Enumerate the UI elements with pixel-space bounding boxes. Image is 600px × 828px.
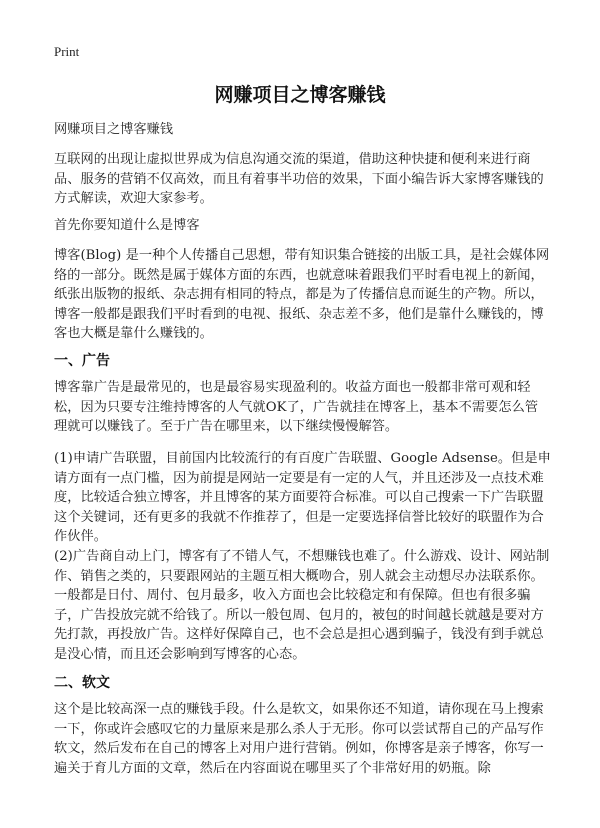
what-is-blog-paragraph: 博客(Blog) 是一种个人传播自己思想，带有知识集合链接的出版工具，是社会媒体网络的一部分。既然是属于媒体方面的东西，也就意味着跟我们平时看电视上的新闻，纸张出版物的报纸、杂志拥有相同的特点，都是为了传播信息而诞生的产物。所以，博客一般都是跟我们平时看到的电视、报纸、杂志差不多，他们是靠什么赚钱的，博客也大概是靠什么赚钱的。 bbox=[54, 248, 550, 341]
page-title: 网赚项目之博客赚钱 bbox=[214, 84, 386, 106]
intro-paragraph: 互联网的出现让虚拟世界成为信息沟通交流的渠道，借助这种快捷和便利来进行商品、服务的营销不仅高效，而且有着事半功倍的效果，下面小编告诉大家博客赚钱的方式解读，欢迎大家参考。 bbox=[54, 152, 544, 206]
ads-direct-paragraph: (2)广告商自动上门，博客有了不错人气，不想赚钱也难了。什么游戏、设计、网站制作、销售之类的，只要跟网站的主题互相大概吻合，别人就会主动想尽办法联系你。一般都是日付、周付、包月最多，收入方面也会比较稳定和有保障。但也有很多骗子，广告投放完就不给钱了。所以一般包周、包月的，被包的时间越长就越是要对方先打款，再投放广告。这样好保障自己，也不会总是担心遇到骗子，钱没有到手就总是没心情，而且还会影响到写博客的心态。 bbox=[54, 549, 550, 662]
softarticle-paragraph: 这个是比较高深一点的赚钱手段。什么是软文，如果你还不知道，请你现在马上搜索一下，你或许会感叹它的力量原来是那么杀人于无形。你可以尝试帮自己的产品写作软文，然后发布在自己的博客上对用户进行营销。例如，你博客是亲子博客，你写一遍关于育儿方面的文章，然后在内容面说在哪里买了个非常好用的奶瓶。除 bbox=[54, 702, 544, 776]
section-softarticle-heading: 二、软文 bbox=[54, 675, 110, 691]
what-is-blog-heading: 首先你要知道什么是博客 bbox=[54, 218, 200, 233]
section-ads-heading: 一、广告 bbox=[54, 353, 110, 369]
print-link[interactable]: Print bbox=[54, 44, 80, 59]
ads-intro-paragraph: 博客靠广告是最常见的，也是最容易实现盈利的。收益方面也一般都非常可观和轻松，因为只要专注维持博客的人气就OK了，广告就挂在博客上，基本不需要怎么管理就可以赚钱了。至于广告在哪里来，以下继续慢慢解答。 bbox=[54, 380, 539, 434]
ads-union-paragraph: (1)申请广告联盟，目前国内比较流行的有百度广告联盟、Google Adsense。但是申请方面有一点门槛，因为前提是网站一定要是有一定的人气，并且还涉及一点技术难度，比较适合独立博客，并且博客的某方面要符合标准。可以自己搜索一下广告联盟这个关键词，还有更多的我就不作推荐了，但是一定要选择信誉比较好的联盟作为合作伙伴。 bbox=[54, 451, 551, 544]
article-subtitle: 网赚项目之博客赚钱 bbox=[54, 122, 174, 137]
